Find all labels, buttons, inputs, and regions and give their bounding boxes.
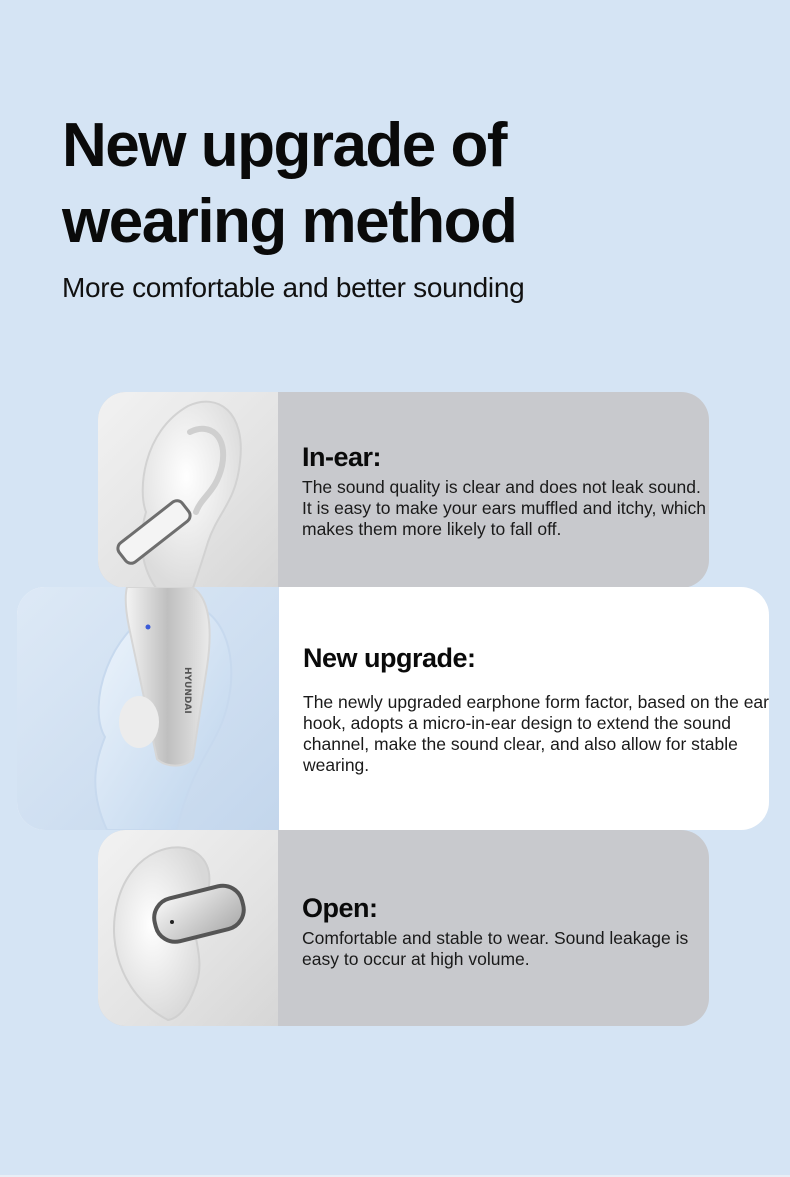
open-ear-earbud-image xyxy=(98,830,278,1026)
card-new-upgrade-text xyxy=(279,587,769,830)
page-title xyxy=(62,108,516,260)
ear-hook-illustration-icon xyxy=(17,587,279,830)
in-ear-earbud-image xyxy=(98,392,278,588)
title-line-2: wearing method xyxy=(62,187,517,256)
card-title: In-ear: xyxy=(302,441,382,472)
title-line-1: New upgrade of xyxy=(62,111,507,180)
card-title: Open: xyxy=(302,893,378,923)
page-subtitle: More comfortable and better sounding xyxy=(62,272,525,303)
card-open-text xyxy=(278,830,709,1026)
ear-hook-earbud-image xyxy=(17,587,279,830)
card-open xyxy=(98,830,709,1026)
card-title: New upgrade: xyxy=(303,642,476,673)
card-new-upgrade xyxy=(17,587,769,830)
ear-illustration-icon xyxy=(98,392,278,588)
card-in-ear-text xyxy=(278,392,709,588)
card-description: The sound quality is clear and does not leak sound. It is easy to make your ears muffled and itchy, which makes them more likely to fall off. xyxy=(302,476,706,539)
card-in-ear xyxy=(98,392,709,588)
svg-text:HYUNDAI: HYUNDAI xyxy=(182,667,192,714)
open-ear-illustration-icon xyxy=(98,830,278,1026)
card-description: The newly upgraded earphone form factor, based on the ear hook, adopts a micro-in-ear design to extend the sound channel, make the sound clear, and also allow for stable wearing. xyxy=(303,691,769,775)
card-description: Comfortable and stable to wear. Sound leakage is easy to occur at high volume. xyxy=(302,928,689,969)
